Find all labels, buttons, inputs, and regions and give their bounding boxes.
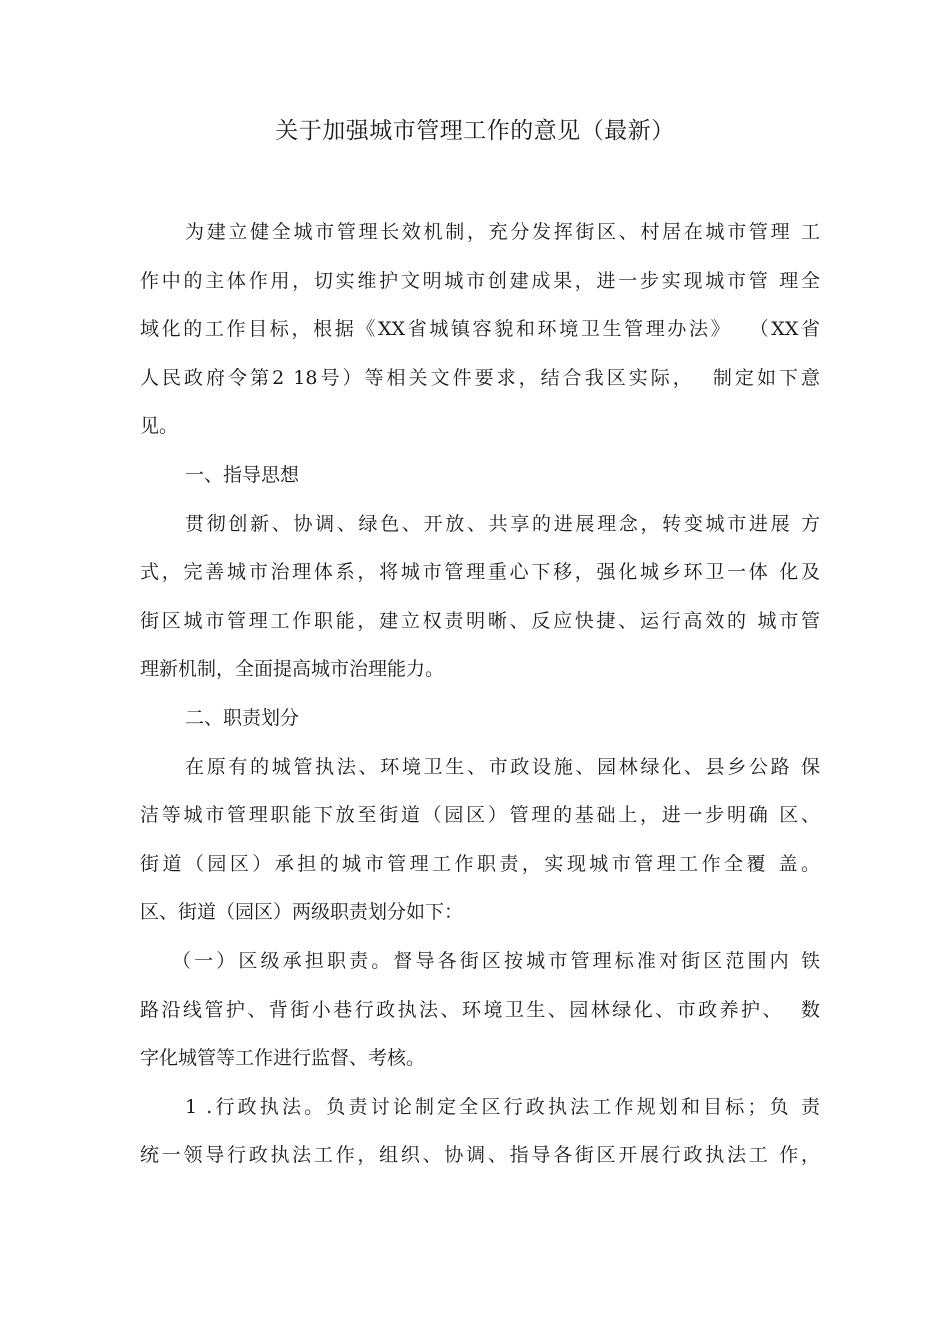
- document-title: 关于加强城市管理工作的意见（最新）: [275, 118, 675, 144]
- body-line: 字化城管等工作进行监督、考核。: [140, 1047, 426, 1070]
- body-line: 二、职责划分: [185, 706, 300, 729]
- body-line: 人民政府令第2 18号）等相关文件要求，结合我区实际， 制定如下意: [140, 366, 820, 389]
- body-line: 式，完善城市治理体系，将城市管理重心下移，强化城乡环卫一体 化及: [140, 561, 820, 584]
- body-line: 贯彻创新、协调、绿色、开放、共享的进展理念，转变城市进展 方: [185, 512, 820, 535]
- body-line: 一、指导思想: [185, 463, 300, 486]
- body-line: 区、街道（园区）两级职责划分如下：: [140, 901, 464, 924]
- body-line: 街道（园区）承担的城市管理工作职责，实现城市管理工作全覆 盖。: [140, 852, 820, 875]
- body-line: 统一领导行政执法工作，组织、协调、指导各街区开展行政执法工 作，: [140, 1144, 820, 1167]
- body-line: 1 .行政执法。负责讨论制定全区行政执法工作规划和目标；负 责: [185, 1095, 820, 1118]
- body-line: 域化的工作目标，根据《XX省城镇容貌和环境卫生管理办法》 （XX省: [140, 318, 820, 341]
- document-body: [140, 208, 820, 1180]
- body-line: （一）区级承担职责。督导各街区按城市管理标准对街区范围内 铁: [172, 949, 820, 972]
- body-line: 理新机制，全面提高城市治理能力。: [140, 658, 445, 681]
- body-line: 街区城市管理工作职能，建立权责明晰、反应快捷、运行高效的 城市管: [140, 609, 820, 632]
- body-line: 见。: [140, 415, 179, 438]
- body-line: 在原有的城管执法、环境卫生、市政设施、园林绿化、县乡公路 保: [185, 755, 820, 778]
- body-line: 洁等城市管理职能下放至街道（园区）管理的基础上，进一步明确 区、: [140, 804, 820, 827]
- body-line: 为建立健全城市管理长效机制，充分发挥街区、村居在城市管理 工: [185, 221, 820, 243]
- body-line: 作中的主体作用，切实维护文明城市创建成果，进一步实现城市管 理全: [140, 269, 820, 292]
- body-line: 路沿线管护、背街小巷行政执法、环境卫生、园林绿化、市政养护、 数: [140, 998, 820, 1021]
